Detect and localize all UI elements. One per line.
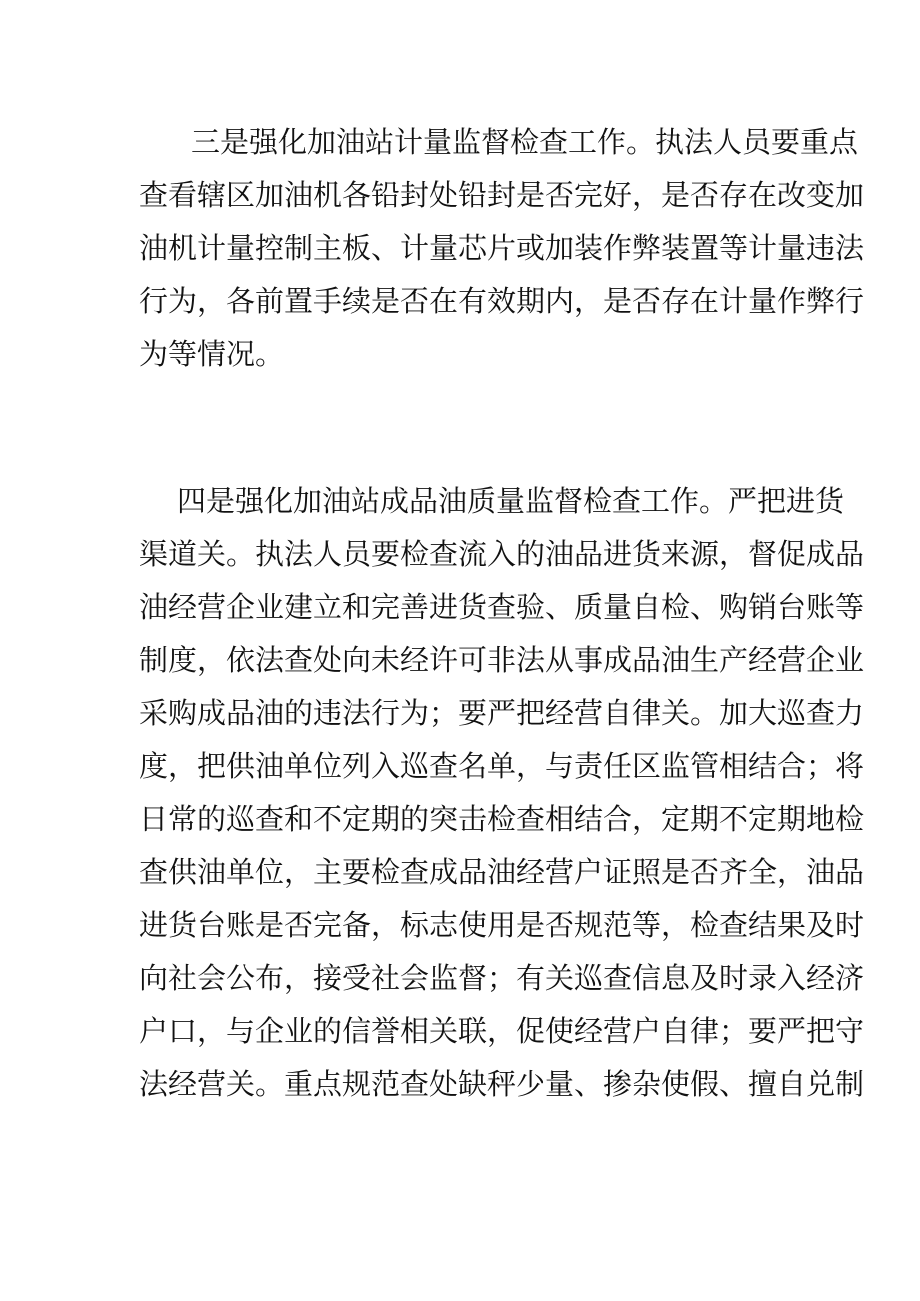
text-line: 为等情况。 <box>139 337 285 371</box>
paragraph-quality-inspection <box>139 475 865 1111</box>
text-line: 采购成品油的违法行为；要严把经营自律关。加大巡查力 <box>139 696 865 730</box>
text-line: 查看辖区加油机各铅封处铅封是否完好，是否存在改变加 <box>139 178 865 212</box>
text-line: 进货台账是否完备，标志使用是否规范等，检查结果及时 <box>139 908 865 942</box>
text-line: 度，把供油单位列入巡查名单，与责任区监管相结合；将 <box>139 749 865 783</box>
text-line: 户口，与企业的信誉相关联，促使经营户自律；要严把守 <box>139 1014 865 1048</box>
text-line: 油机计量控制主板、计量芯片或加装作弊装置等计量违法 <box>139 231 865 265</box>
text-line: 查供油单位，主要检查成品油经营户证照是否齐全，油品 <box>139 855 865 889</box>
text-line: 制度，依法查处向未经许可非法从事成品油生产经营企业 <box>139 643 865 677</box>
text-line: 四是强化加油站成品油质量监督检查工作。严把进货 <box>177 484 845 518</box>
text-line: 行为，各前置手续是否在有效期内，是否存在计量作弊行 <box>139 284 865 318</box>
paragraph-metering-inspection <box>139 116 865 381</box>
text-line: 油经营企业建立和完善进货查验、质量自检、购销台账等 <box>139 590 865 624</box>
text-line: 日常的巡查和不定期的突击检查相结合，定期不定期地检 <box>139 802 865 836</box>
text-line: 渠道关。执法人员要检查流入的油品进货来源，督促成品 <box>139 537 865 571</box>
text-line: 三是强化加油站计量监督检查工作。执法人员要重点 <box>191 125 859 159</box>
text-line: 向社会公布，接受社会监督；有关巡查信息及时录入经济 <box>139 961 865 995</box>
text-line: 法经营关。重点规范查处缺秤少量、掺杂使假、擅自兑制 <box>139 1067 865 1101</box>
